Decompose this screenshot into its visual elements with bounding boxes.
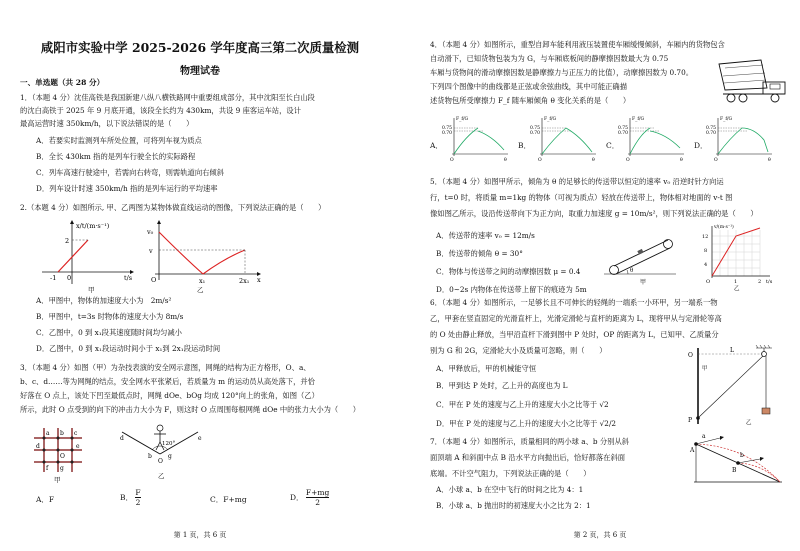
q2-option-a: A．甲图中，物体的加速度大小为 2m/s² xyxy=(36,296,172,305)
exam-subtitle: 物理试卷 xyxy=(180,66,220,77)
q4-line: 4．（本题 4 分）如图所示，重型自卸车能利用液压装置使车厢缓慢倾斜，车厢内的货物包含 xyxy=(430,40,725,49)
q2j-xlab: t/s xyxy=(124,274,133,282)
q1-line: 最高运营时速 350km/h，以下说法错误的是（ ） xyxy=(20,119,194,128)
q7-b: b xyxy=(740,452,744,459)
q2j-zero: 0 xyxy=(67,274,72,282)
q6-p: P xyxy=(688,417,693,424)
svg-text:0.75: 0.75 xyxy=(618,126,629,131)
q5y-xl: t/s xyxy=(766,279,773,285)
q2-option-c: C．乙图中，0 到 x₁段其速度随时间均匀减小 xyxy=(36,328,182,337)
svg-text:θ: θ xyxy=(768,158,771,163)
q5-line: 5．（本题 4 分）如图甲所示，倾角为 θ 的足够长的传送带以恒定的速率 v₀ 沿逆时针方向运 xyxy=(430,177,724,186)
q3j-e: e xyxy=(76,443,80,450)
q6-l: L xyxy=(730,347,734,354)
q2j-ylab: x/t/(m·s⁻¹) xyxy=(76,222,110,230)
svg-text:F_f/G: F_f/G xyxy=(720,117,733,122)
q3-line: 所示，此时 O 点受到的向下的冲击力大小为 F，则这时 O 点周围每根网绳 dOe 中的张力大小为（ ） xyxy=(20,405,361,414)
q6-line: 的 O 处由静止释放，当甲沿直杆下滑到图中 P 处时，OP 的距离为 L，已知甲、乙质量分 xyxy=(430,330,719,339)
section-heading: 一、单选题（共 28 分） xyxy=(20,78,105,87)
q5j-cap: 甲 xyxy=(640,279,647,286)
q3y-b: b xyxy=(148,453,152,460)
svg-text:O: O xyxy=(714,158,718,163)
q6-jia: 甲 xyxy=(702,366,708,372)
q2j-v2: 2 xyxy=(65,237,70,245)
q5-option-c: C．物体与传送带之间的动摩擦因数 μ = 0.4 xyxy=(436,267,581,276)
svg-text:0.75: 0.75 xyxy=(442,126,453,131)
q1-option-c: C．列车高速行驶途中，若需向右转弯，则需轨道向右倾斜 xyxy=(36,168,225,177)
q4-line: 下列四个图像中的曲线都是正弦或余弦曲线，其中可能正确描 xyxy=(430,82,628,91)
q2y-x2: 2x₁ xyxy=(239,277,250,285)
q3j-b: b xyxy=(60,430,64,437)
q3y-cap: 乙 xyxy=(158,472,165,480)
page-footer: 第 1 页，共 6 页 xyxy=(173,531,227,539)
q2y-xl: x xyxy=(257,276,261,284)
svg-text:O: O xyxy=(626,158,630,163)
q3j-c: c xyxy=(74,430,78,437)
q2y-v0: v₀ xyxy=(147,228,154,236)
q5y-ylab: v/(m·s⁻¹) xyxy=(714,225,734,230)
q7-figure xyxy=(690,432,786,488)
q4-graph-c xyxy=(620,114,688,162)
q2y-o: O xyxy=(151,276,157,284)
svg-text:0.70: 0.70 xyxy=(530,131,541,136)
q1-option-a: A．若要实时监测列车所处位置，可将列车视为质点 xyxy=(36,136,202,145)
q5-figure-yi xyxy=(700,222,780,290)
svg-text:O: O xyxy=(450,158,454,163)
q3y-g: g xyxy=(168,453,172,460)
q3j-o: O xyxy=(60,453,65,460)
q3j-g: g xyxy=(60,465,64,472)
q7-B: B xyxy=(732,467,737,474)
q4-option-d: D． xyxy=(694,141,708,150)
q5y-o: O xyxy=(706,279,711,285)
q4-line: 车厢与货物间的滑动摩擦因数是静摩擦力与正压力的比值），动摩擦因数为 0.70。 xyxy=(430,68,694,77)
q1-line: 1．（本题 4 分）沈佳高铁是我国新建八纵八横铁路网中重要组成部分，其中沈阳至长白山段 xyxy=(20,93,315,102)
q6-line: 6．（本题 4 分）如图所示，一足够长且不可伸长的轻绳的一端系一小环甲，另一端系一物 xyxy=(430,298,718,307)
svg-text:F_f/G: F_f/G xyxy=(632,117,645,122)
q7-line: 7．（本题 4 分）如图所示，质量相同的两小球 a、b 分别从斜 xyxy=(430,437,630,446)
q5-figure-jia xyxy=(600,228,680,288)
q3j-cap: 甲 xyxy=(54,476,61,484)
q2-figure-yi xyxy=(145,218,265,294)
q3-option-b: B． $\frac{F}{2}$ xyxy=(120,488,141,507)
svg-text:θ: θ xyxy=(592,158,595,163)
q3j-a: a xyxy=(46,430,50,437)
q2y-cap: 乙 xyxy=(197,286,204,294)
q5j-theta: θ xyxy=(630,268,634,274)
svg-text:0.70: 0.70 xyxy=(442,131,453,136)
q3-figure-yi xyxy=(118,420,208,485)
q5y-8: 8 xyxy=(704,248,708,254)
q3-line: 3．（本题 4 分）如图（甲）为杂技表演的安全网示意图，网绳的结构为正方格形，O、a、 xyxy=(20,363,311,372)
q5-line: 像如图乙所示，设沿传送带向下为正方向，取重力加速度 g = 10m/s²，则下列说法正确的是（ ） xyxy=(430,209,758,218)
q5-option-b: B．传送带的倾角 θ = 30° xyxy=(436,249,523,258)
q5-line: 行，t=0 时，将质量 m=1kg 的物体（可视为质点）轻放在传送带上，物体相对地面的 v-t 图 xyxy=(430,193,733,202)
q6-option-c: C．甲在 P 处的速度与乙上升的速度大小之比等于 √2 xyxy=(436,400,609,409)
q7-A: A xyxy=(690,447,695,454)
right-page xyxy=(400,0,800,551)
q4-graph-b xyxy=(532,114,600,162)
q4-option-a: A． xyxy=(430,141,443,150)
q7-line: 面顶端 A 和斜面中点 B 沿水平方向抛出后，恰好都落在斜面 xyxy=(430,453,626,462)
q1-option-d: D．列车设计时速 350km/h 指的是列车运行的平均速率 xyxy=(36,184,218,193)
q2-line: 2.（本题 4 分）如图所示, 甲、乙两图为某物体做直线运动的图像，下列说法正确的是（ ） xyxy=(20,203,326,212)
q3-option-c: C．F+mg xyxy=(210,495,247,504)
q6-figure xyxy=(682,344,778,428)
q5y-1: 1 xyxy=(734,279,738,285)
q4-line: 述货物包所受摩擦力 F_f 随车厢倾角 θ 变化关系的是（ ） xyxy=(430,96,631,105)
svg-text:θ: θ xyxy=(680,158,683,163)
q6-option-a: A．甲释放后，甲的机械能守恒 xyxy=(436,364,537,373)
q1-option-b: B．全长 430km 指的是列车行驶全长的实际路程 xyxy=(36,152,196,161)
q2y-x1: x₁ xyxy=(199,277,206,285)
q3-figure-jia xyxy=(30,420,100,485)
q6-line: 乙，甲套在竖直固定的光滑直杆上，光滑定滑轮与直杆的距离为 L，现将甲从与定滑轮等高 xyxy=(430,314,722,323)
svg-text:O: O xyxy=(538,158,542,163)
q3-line: b、c、d……等为网绳的结点，安全网水平张紧后，若质量为 m 的运动员从高处落下，并恰 xyxy=(20,377,315,386)
q7-line: 底端。不计空气阻力，下列说法正确的是（ ） xyxy=(430,469,591,478)
q4-line: 自动滑下，已知货物包装为为 G，与车厢底板间的静摩擦因数最大为 0.75 xyxy=(430,54,669,63)
q2j-cap: 甲 xyxy=(88,286,95,294)
q5-option-d: D．0~2s 内物体在传送带上留下的痕迹为 5m xyxy=(436,285,587,294)
q7-option-a: A．小球 a、b 在空中飞行的时间之比为 4：1 xyxy=(436,485,584,494)
q5y-4: 4 xyxy=(704,262,708,268)
q4-option-b: B． xyxy=(518,141,532,150)
svg-text:0.70: 0.70 xyxy=(706,131,717,136)
svg-text:θ: θ xyxy=(504,158,507,163)
q2-option-b: B．甲图中，t=3s 时物体的速度大小为 8m/s xyxy=(36,312,184,321)
q6-option-d: D．甲在 P 处的速度与乙上升的速度大小之比等于 √2/2 xyxy=(436,419,617,428)
q4-graph-d xyxy=(708,114,776,162)
q3-option-a: A．F xyxy=(36,495,55,504)
q6-line: 别为 G 和 2G，定滑轮大小及质量可忽略，则（ ） xyxy=(430,346,607,355)
svg-text:0.75: 0.75 xyxy=(706,126,717,131)
q1-line: 的沈白高铁于 2025 年 9 月底开通，该段全长约为 430km，共设 9 座客运车站，设计 xyxy=(20,106,301,115)
q2j-neg1: -1 xyxy=(50,274,57,282)
q3j-f: f xyxy=(46,465,49,472)
q2y-v: v xyxy=(149,247,153,255)
q4-option-c: C． xyxy=(606,141,620,150)
q6-option-b: B．甲到达 P 处时，乙上升的高度也为 L xyxy=(436,381,568,390)
q5y-12: 12 xyxy=(702,234,709,240)
q6-yi: 乙 xyxy=(746,420,752,426)
q3-line: 好落在 O 点上，该处下凹至最低点时，网绳 dOe、bOg 均成 120°向上的张角，如图（乙） xyxy=(20,391,319,400)
q5-option-a: A．传送带的速率 v₀ = 12m/s xyxy=(436,231,535,240)
q3y-o: O xyxy=(158,458,163,465)
q5y-cap: 乙 xyxy=(734,286,740,292)
q7-option-b: B．小球 a、b 抛出时的初速度大小之比为 2：1 xyxy=(436,501,591,510)
q3y-e: e xyxy=(198,435,202,442)
svg-text:F_f/G: F_f/G xyxy=(544,117,557,122)
q4-graph-a xyxy=(444,114,512,162)
q3j-d: d xyxy=(36,443,40,450)
q2-figure-jia xyxy=(30,218,140,294)
exam-title: 咸阳市实验中学 2025-2026 学年度高三第二次质量检测 xyxy=(40,40,360,55)
q2-option-d: D．乙图中，0 到 x₁段运动时间小于 x₁到 2x₁段运动时间 xyxy=(36,344,221,353)
svg-text:0.75: 0.75 xyxy=(530,126,541,131)
q6-o: O xyxy=(688,352,693,359)
svg-text:F_f/G: F_f/G xyxy=(456,117,469,122)
q3y-d: d xyxy=(120,435,124,442)
q5y-2: 2 xyxy=(758,279,762,285)
q3y-angle: 120° xyxy=(162,441,176,447)
dump-truck-figure xyxy=(715,58,790,106)
q7-a: a xyxy=(702,433,706,440)
q3-option-d: D． $\frac{F+mg}{2}$ xyxy=(290,488,330,507)
page-footer: 第 2 页，共 6 页 xyxy=(573,531,627,539)
svg-text:0.70: 0.70 xyxy=(618,131,629,136)
